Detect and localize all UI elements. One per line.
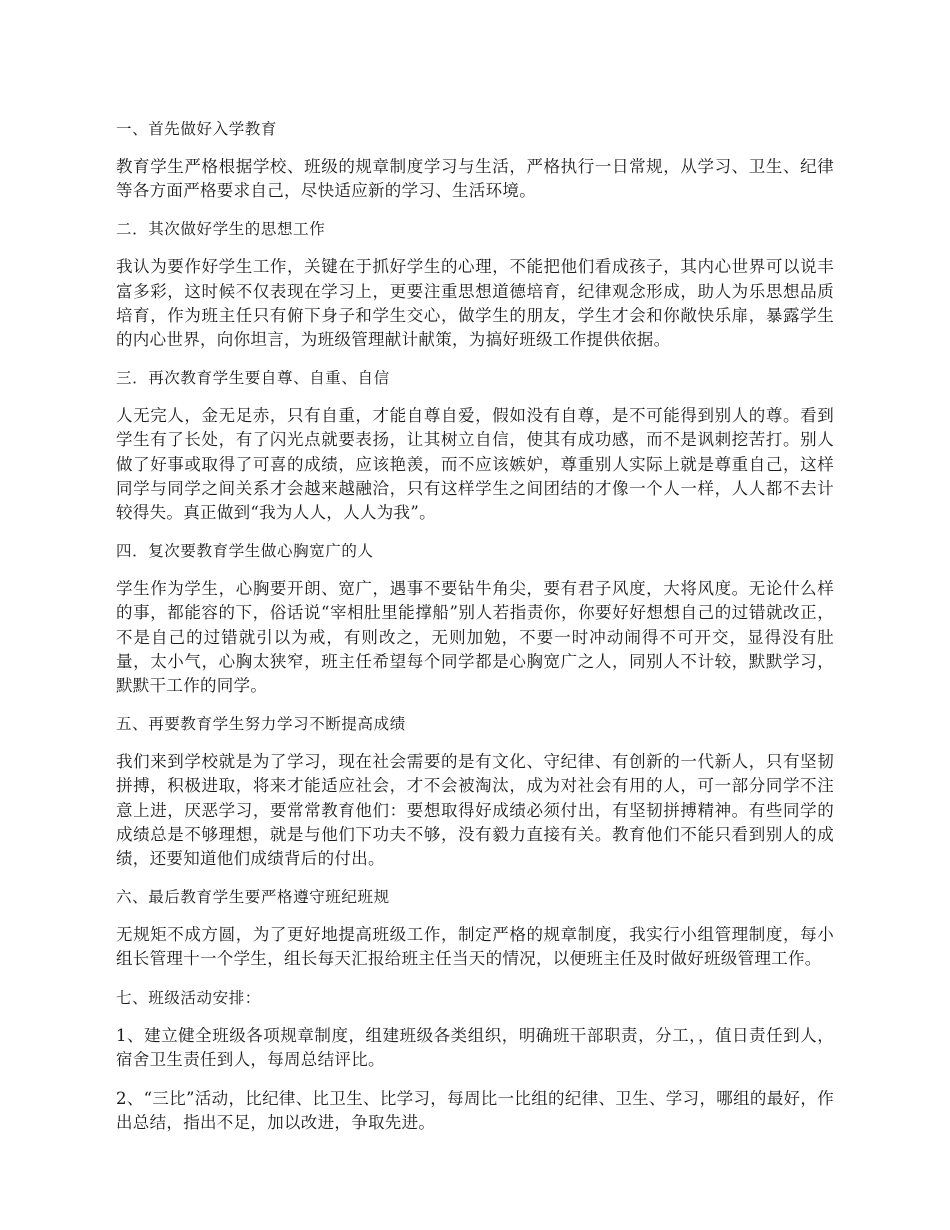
list-item: 2、“三比”活动，比纪律、比卫生、比学习，每周比一比组的纪律、卫生、学习，哪组的最好，作出总结，指出不足，加以改进，争取先进。 [116,1089,834,1133]
section-paragraph: 学生作为学生，心胸要开朗、宽广，遇事不要钻牛角尖，要有君子风度，大将风度。无论什么样的事，都能容的下，俗话说“宰相肚里能撑船”别人若指责你，你要好好想想自己的过错就改正，不是自己的过错就引以为戒，有则改之，无则加勉，不要一时冲动闹得不可开交，显得没有肚量，太小气，心胸太狭窄，班主任希望每个同学都是心胸宽广之人，同别人不计较，默默学习，默默干工作的同学。 [116,579,834,696]
section-1 [116,118,834,203]
section-paragraph: 教育学生严格根据学校、班级的规章制度学习与生活，严格执行一日常规，从学习、卫生、纪律等各方面严格要求自己，尽快适应新的学习、生活环境。 [116,157,834,201]
document-page [116,118,834,1150]
section-heading: 七、班级活动安排： [116,988,261,1007]
section-paragraph: 我认为要作好学生工作，关键在于抓好学生的心理，不能把他们看成孩子，其内心世界可以说丰富多彩，这时候不仅表现在学习上，更要注重思想道德培育，纪律观念形成，助人为乐思想品质培育，作为班主任只有俯下身子和学生交心，做学生的朋友，学生才会和你敞快乐扉，暴露学生的内心世界，向你坦言，为班级管理献计献策，为搞好班级工作提供依据。 [116,257,834,350]
section-heading: 五、再要教育学生努力学习不断提高成绩 [116,715,406,734]
section-6 [116,886,834,971]
section-heading: 六、最后教育学生要严格遵守班纪班规 [116,888,390,907]
section-paragraph: 我们来到学校就是为了学习，现在社会需要的是有文化、守纪律、有创新的一代新人，只有坚韧拼搏，积极进取，将来才能适应社会，才不会被淘汰，成为对社会有用的人，可一部分同学不注意上进，厌恶学习，要常常教育他们：要想取得好成绩必须付出，有坚韧拼搏精神。有些同学的成绩总是不够理想，就是与他们下功夫不够，没有毅力直接有关。教育他们不能只看到别人的成绩，还要知道他们成绩背后的付出。 [116,752,834,869]
section-paragraph: 人无完人，金无足赤，只有自重，才能自尊自爱，假如没有自尊，是不可能得到别人的尊。看到学生有了长处，有了闪光点就要表扬，让其树立自信，使其有成功感，而不是讽刺挖苦打。别人做了好事或取得了可喜的成绩，应该艳羡，而不应该嫉妒，尊重别人实际上就是尊重自己，这样同学与同学之间关系才会越来越融洽，只有这样学生之间团结的才像一个人一样，人人都不去计较得失。真正做到“我为人人，人人为我”。 [116,406,834,523]
section-5 [116,713,834,871]
section-paragraph: 无规矩不成方圆，为了更好地提高班级工作，制定严格的规章制度，我实行小组管理制度，每小组长管理十一个学生，组长每天汇报给班主任当天的情况，以便班主任及时做好班级管理工作。 [116,925,834,969]
section-heading: 四．复次要教育学生做心胸宽广的人 [116,542,374,561]
section-2 [116,218,834,352]
section-7 [116,987,834,1136]
section-heading: 一、首先做好入学教育 [116,120,278,138]
section-3 [116,367,834,525]
section-4 [116,540,834,698]
section-heading: 二．其次做好学生的思想工作 [116,220,326,239]
list-item: 1、建立健全班级各项规章制度，组建班级各类组织，明确班干部职责，分工，，值日责任到人，宿舍卫生责任到人，每周总结评比。 [116,1025,834,1069]
section-heading: 三．再次教育学生要自尊、自重、自信 [116,369,390,388]
